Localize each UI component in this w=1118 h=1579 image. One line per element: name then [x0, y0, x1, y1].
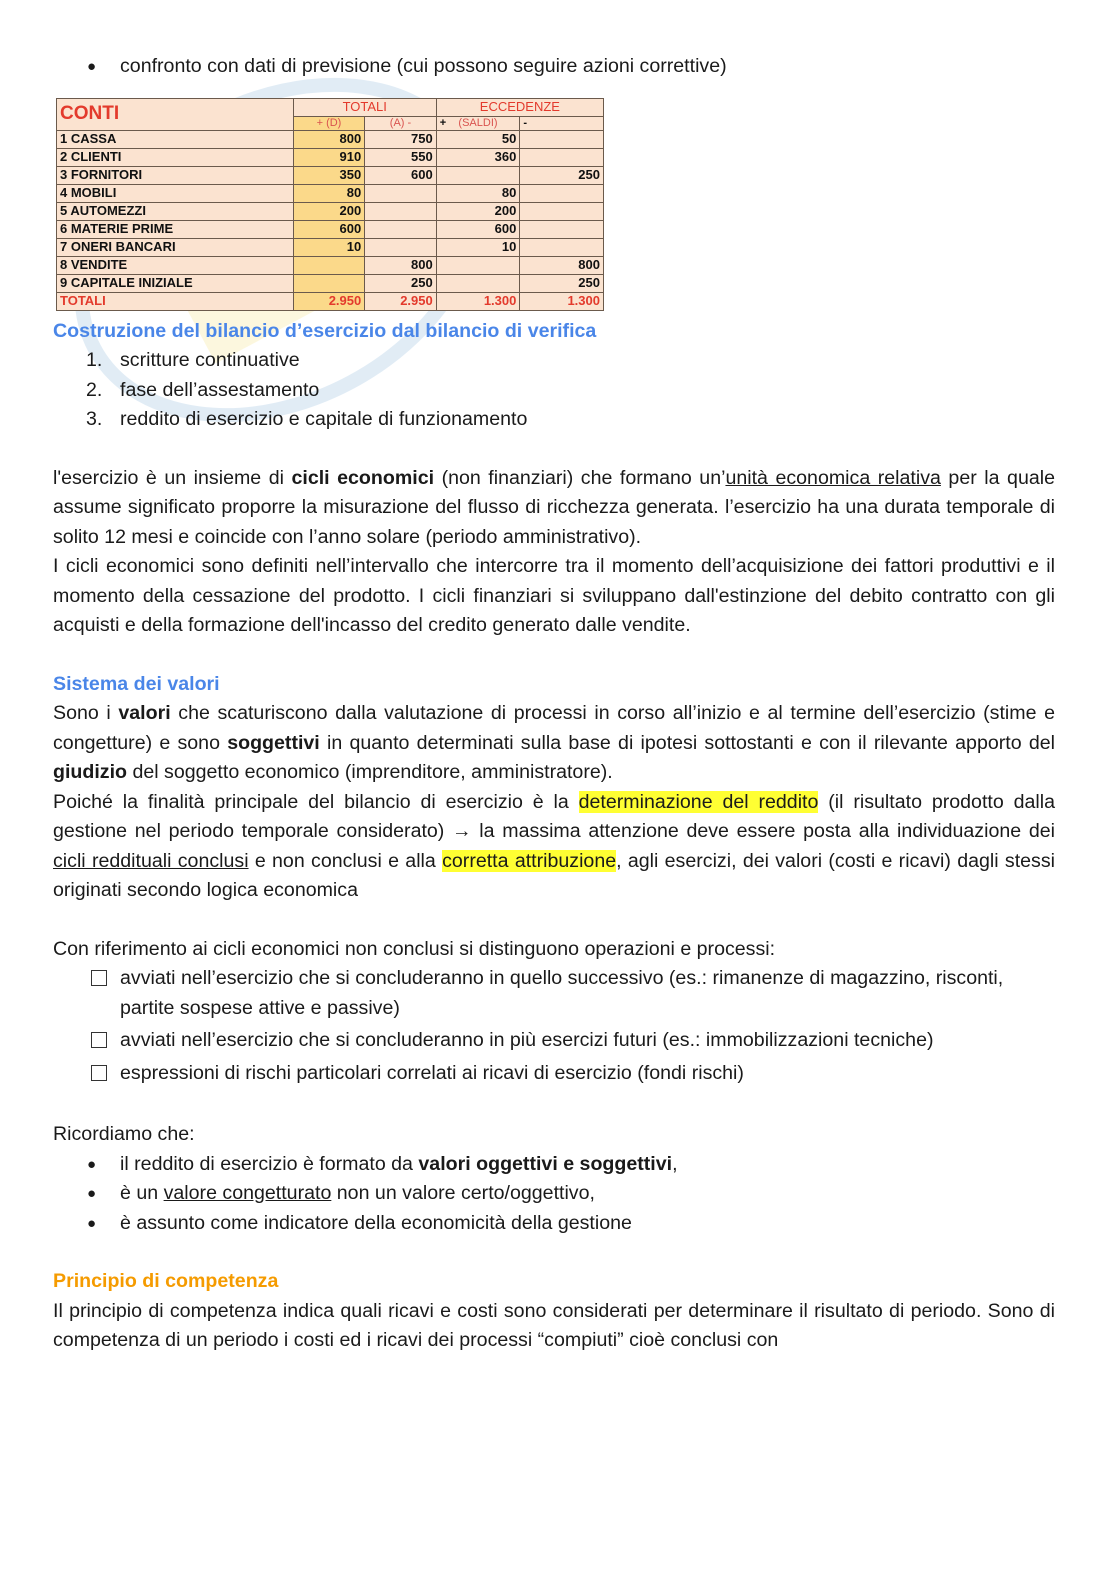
steps-list — [53, 346, 1055, 435]
paragraph-cicli: I cicli economici sono definiti nell’intervallo che intercorre tra il momento dell’acquisizione dei fattori produttivi e il momento della cessazione del prodotto. I cicli finanziari si sviluppano dall'estinzione del debito contratto con gli acquisti e della formazione dell'incasso del credito generato dalle vendite. — [53, 555, 1055, 636]
list-item: ● è assunto come indicatore della economicità della gestione — [53, 1209, 1055, 1239]
table-row: 6 MATERIE PRIME 600 600 — [57, 220, 604, 238]
intro-bullet-list — [53, 52, 1055, 82]
list-item: ● il reddito di esercizio è formato da valori oggettivi e soggettivi, — [53, 1150, 1055, 1180]
checkbox[interactable] — [91, 1065, 107, 1081]
accounts-table-figure — [56, 98, 604, 311]
paragraph-competenza: Il principio di competenza indica quali ricavi e costi sono considerati per determinare il risultato di periodo. Sono di competenza di un periodo i costi ed i ricavi dei processi “compiuti” cioè conclusi con — [53, 1299, 1055, 1351]
paragraph-esercizio: l'esercizio è un insieme di cicli economici (non finanziari) che formano un’unità economica relativa per la quale assume significato proporre la misurazione del flusso di ricchezza generata. l’esercizio ha una durata temporale di solito 12 mesi e coincide con l’anno solare (periodo amministrativo). — [53, 466, 1055, 548]
checklist-item: espressioni di rischi particolari correlati ai ricavi di esercizio (fondi rischi) — [53, 1059, 1055, 1089]
list-item: 3. reddito di esercizio e capitale di funzionamento — [86, 408, 528, 430]
list-item: ● confronto con dati di previsione (cui possono seguire azioni correttive) — [53, 52, 1055, 82]
table-row: 5 AUTOMEZZI 200 200 — [57, 202, 604, 220]
checklist-item: avviati nell’esercizio che si concluderanno in più esercizi futuri (es.: immobilizzazioni tecniche) — [53, 1026, 1055, 1056]
table-row: 3 FORNITORI 350 600 250 — [57, 166, 604, 184]
table-subheader-a: (A) - — [365, 116, 437, 130]
checkbox[interactable] — [91, 970, 107, 986]
section-heading-competenza: Principio di competenza — [53, 1270, 279, 1292]
table-subheader-plus: + (SALDI) — [436, 116, 520, 130]
checkbox[interactable] — [91, 1032, 107, 1048]
table-row: 2 CLIENTI 910 550 360 — [57, 148, 604, 166]
paragraph-riferimento: Con riferimento ai cicli economici non conclusi si distinguono operazioni e processi: — [53, 937, 776, 960]
table-header-totali: TOTALI — [293, 98, 436, 116]
table-totals-row: TOTALI 2.950 2.950 1.300 1.300 — [57, 292, 604, 310]
list-item: ● è un valore congetturato non un valore certo/oggettivo, — [53, 1179, 1055, 1209]
document-body — [53, 52, 1055, 1356]
table-row: 4 MOBILI 80 80 — [57, 184, 604, 202]
section-heading-costruzione: Costruzione del bilancio d’esercizio dal bilancio di verifica — [53, 319, 597, 342]
table-header-eccedenze: ECCEDENZE — [436, 98, 603, 116]
table-row: 1 CASSA 800 750 50 — [57, 130, 604, 148]
table-header-conti: CONTI — [57, 98, 294, 130]
table-row: 7 ONERI BANCARI 10 10 — [57, 238, 604, 256]
paragraph-ricordiamo: Ricordiamo che: — [53, 1123, 195, 1145]
section-heading-sistema-valori: Sistema dei valori — [53, 672, 220, 695]
checklist — [53, 964, 1055, 1088]
paragraph-finalita: Poiché la finalità principale del bilancio di esercizio è la determinazione del reddito (il risultato prodotto dalla gestione nel periodo temporale considerato) → la massima attenzione deve essere posta alla individuazione dei cicli reddituali conclusi e non conclusi e alla corretta attribuzione, agli esercizi, dei valori (costi e ricavi) dagli stessi originati secondo logica economica — [53, 790, 1055, 901]
checklist-item: avviati nell’esercizio che si concluderanno in quello successivo (es.: rimanenze di magazzino, risconti, partite sospese attive e passive) — [53, 964, 1055, 1023]
table-row: 8 VENDITE 800 800 — [57, 256, 604, 274]
table-row: 9 CAPITALE INIZIALE 250 250 — [57, 274, 604, 292]
list-item: 2. fase dell’assestamento — [86, 378, 320, 401]
list-item: 1. scritture continuative — [86, 349, 300, 371]
remember-list — [53, 1150, 1055, 1239]
accounts-table — [56, 98, 604, 311]
paragraph-valori: Sono i valori che scaturiscono dalla valutazione di processi in corso all’inizio e al termine dell’esercizio (stime e congetture) e sono soggettivi in quanto determinati sulla base di ipotesi sottostanti e con il rilevante apporto del giudizio del soggetto economico (imprenditore, amministratore). — [53, 702, 1055, 783]
table-subheader-d: + (D) — [293, 116, 365, 130]
table-subheader-minus: - — [520, 116, 604, 130]
